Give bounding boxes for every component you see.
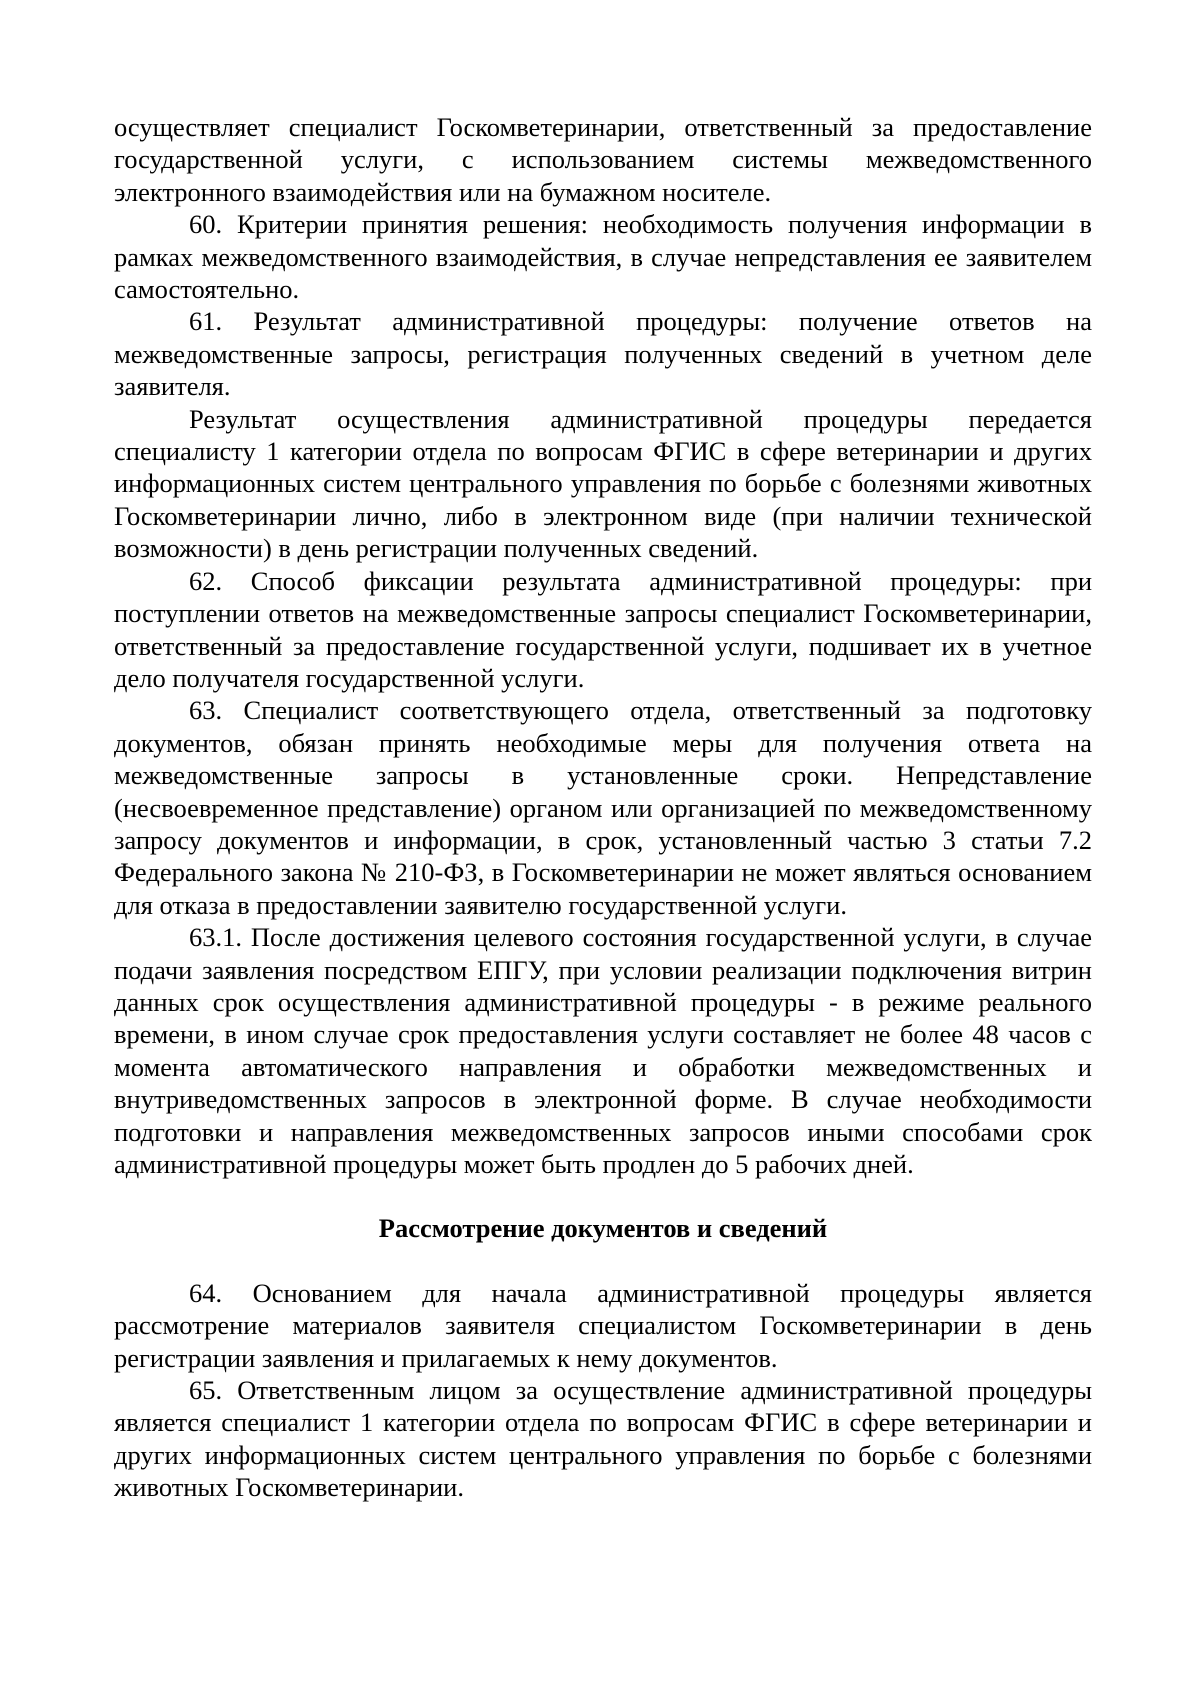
paragraph-60: 60. Критерии принятия решения: необходимость получения информации в рамках межведомственного взаимодействия, в случае непредставления ее заявителем самостоятельно.: [114, 209, 1092, 305]
paragraph-63: 63. Специалист соответствующего отдела, ответственный за подготовку документов, обязан принять необходимые меры для получения ответа на межведомственные запросы в установленные сроки. Непредставление (несвоевременное представление) органом или организацией по межведомственному запросу документов и информации, в срок, установленный частью 3 статьи 7.2 Федерального закона № 210-ФЗ, в Госкомветеринарии не может являться основанием для отказа в предоставлении заявителю государственной услуги.: [114, 695, 1092, 920]
paragraph-61: 61. Результат административной процедуры: получение ответов на межведомственные запросы, регистрация полученных сведений в учетном деле заявителя.: [114, 306, 1092, 402]
document-page: [114, 111, 1092, 1504]
paragraph-64: 64. Основанием для начала административной процедуры является рассмотрение материалов заявителя специалистом Госкомветеринарии в день регистрации заявления и прилагаемых к нему документов.: [114, 1277, 1092, 1373]
paragraph-62: 62. Способ фиксации результата административной процедуры: при поступлении ответов на межведомственные запросы специалист Госкомветеринарии, ответственный за предоставление государственной услуги, подшивает их в учетное дело получателя государственной услуги.: [114, 565, 1092, 693]
paragraph-continuation: осуществляет специалист Госкомветеринарии, ответственный за предоставление государственной услуги, с использованием системы межведомственного электронного взаимодействия или на бумажном носителе.: [114, 112, 1092, 207]
paragraph-63-1: 63.1. После достижения целевого состояния государственной услуги, в случае подачи заявления посредством ЕПГУ, при условии реализации подключения витрин данных срок осуществления административной процедуры - в режиме реального времени, в ином случае срок предоставления услуги составляет не более 48 часов с момента автоматического направления и обработки межведомственных и внутриведомственных запросов в электронной форме. В случае необходимости подготовки и направления межведомственных запросов иными способами срок административной процедуры может быть продлен до 5 рабочих дней.: [114, 922, 1092, 1179]
paragraph-65: 65. Ответственным лицом за осуществление административной процедуры является специалист 1 категории отдела по вопросам ФГИС в сфере ветеринарии и других информационных систем центрального управления по борьбе с болезнями животных Госкомветеринарии.: [114, 1375, 1092, 1503]
section-heading: Рассмотрение документов и сведений: [378, 1213, 828, 1244]
paragraph-61-result: Результат осуществления административной процедуры передается специалисту 1 категории отдела по вопросам ФГИС в сфере ветеринарии и других информационных систем центрального управления по борьбе с болезнями животных Госкомветеринарии лично, либо в электронном виде (при наличии технической возможности) в день регистрации полученных сведений.: [114, 403, 1092, 564]
